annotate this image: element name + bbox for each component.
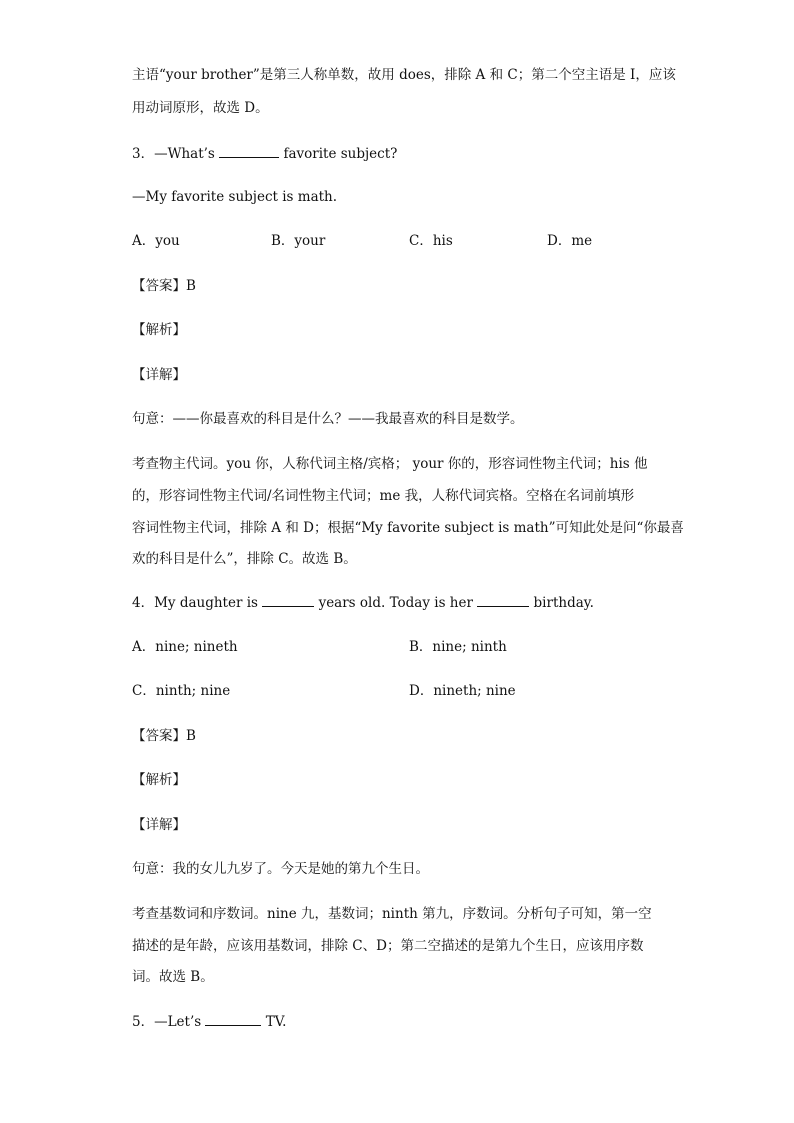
q3-meaning: 句意：——你最喜欢的科目是什么？——我最喜欢的科目是数学。 <box>132 411 524 427</box>
q3-explain-line-4: 欢的科目是什么”，排除 C。故选 B。 <box>132 551 357 567</box>
q5-stem <box>132 1012 667 1030</box>
q4-detail-heading: 【详解】 <box>132 817 186 833</box>
q3-option-c: C．his <box>409 233 453 249</box>
q4-option-a: A．nine; nineth <box>132 639 238 655</box>
q4-stem-a: 4．My daughter is <box>132 595 258 611</box>
q3-stem-prefix: 3．—What’s <box>132 146 215 162</box>
q3-option-b: B．your <box>271 233 326 249</box>
q3-option-a: A．you <box>132 233 180 249</box>
q5-stem-suffix: TV. <box>265 1014 287 1030</box>
q3-explain-line-2: 的，形容词性物主代词/名词性物主代词；me 我，人称代词宾格。空格在名词前填形 <box>132 488 635 504</box>
q3-option-d: D．me <box>547 233 593 249</box>
q4-stem <box>132 593 667 611</box>
q3-explain-line-3: 容词性物主代词，排除 A 和 D；根据“My favorite subject is math”可知此处是问“你最喜 <box>132 520 684 536</box>
intro-line-2: 用动词原形，故选 D。 <box>132 100 269 116</box>
q3-stem <box>132 144 667 162</box>
q5-blank <box>205 1012 261 1026</box>
q3-reply: —My favorite subject is math. <box>132 189 338 205</box>
q4-explain-line-1: 考查基数词和序数词。nine 九，基数词；ninth 第九，序数词。分析句子可知，第一空 <box>132 906 652 922</box>
q4-explain-line-2: 描述的是年龄，应该用基数词，排除 C、D；第二空描述的是第九个生日，应该用序数 <box>132 938 644 954</box>
q3-explain-line-1: 考查物主代词。you 你，人称代词主格/宾格； your 你的，形容词性物主代词；his 他 <box>132 456 648 472</box>
q3-stem-suffix: favorite subject? <box>283 146 398 162</box>
q4-option-b: B．nine; ninth <box>409 639 507 655</box>
q3-analysis-heading: 【解析】 <box>132 322 186 338</box>
q3-blank <box>219 144 279 158</box>
q3-detail-heading: 【详解】 <box>132 367 186 383</box>
q5-stem-prefix: 5．—Let’s <box>132 1014 202 1030</box>
q4-option-d: D．nineth; nine <box>409 683 516 699</box>
q4-option-c: C．ninth; nine <box>132 683 231 699</box>
q4-stem-b: years old. Today is her <box>318 595 473 611</box>
q3-answer: 【答案】B <box>132 278 196 294</box>
q4-meaning: 句意：我的女儿九岁了。今天是她的第九个生日。 <box>132 861 429 877</box>
q4-explain-line-3: 词。故选 B。 <box>132 969 214 985</box>
q4-answer: 【答案】B <box>132 728 196 744</box>
q4-blank-1 <box>262 593 314 607</box>
q4-stem-c: birthday. <box>533 595 594 611</box>
q4-analysis-heading: 【解析】 <box>132 772 186 788</box>
intro-line-1: 主语“your brother”是第三人称单数，故用 does，排除 A 和 C；第二个空主语是 I，应该 <box>132 67 676 83</box>
q4-blank-2 <box>477 593 529 607</box>
